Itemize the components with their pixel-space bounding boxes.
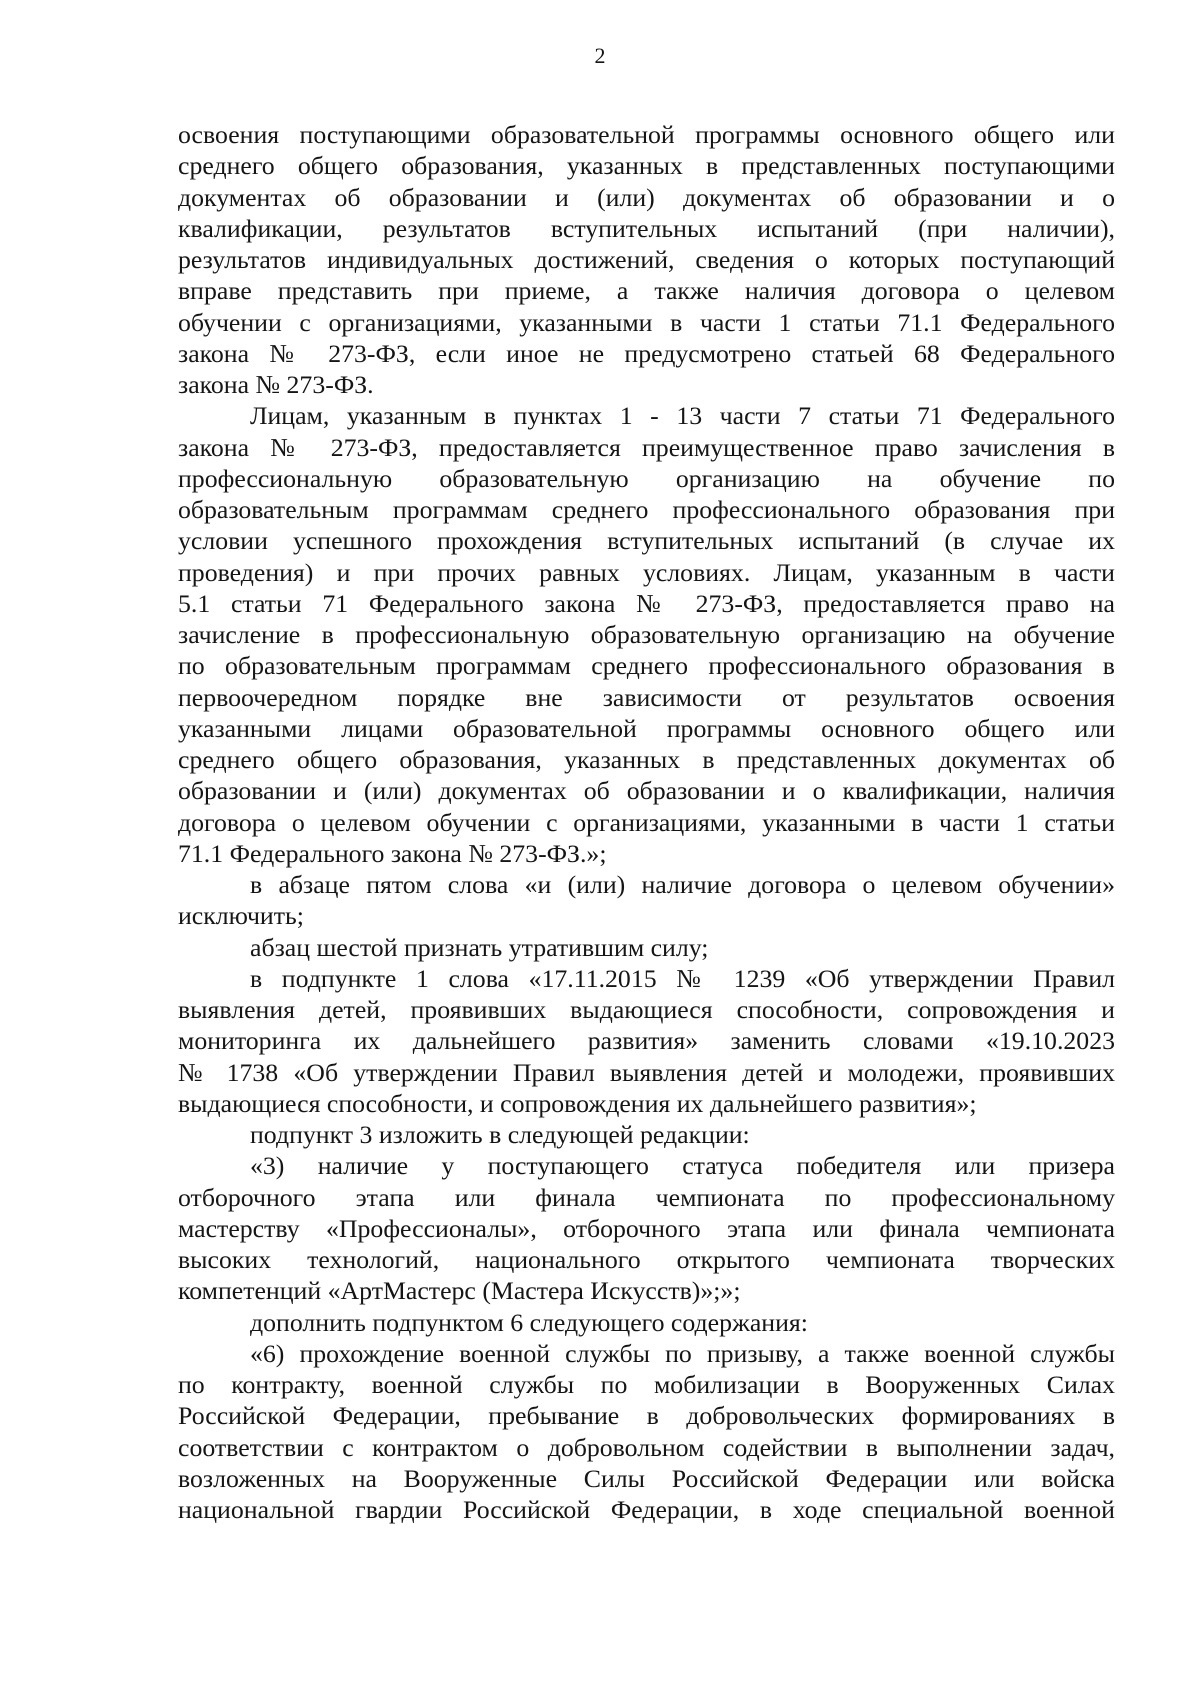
text-line: закона № 273-ФЗ, предоставляется преимущественное право зачисления в (178, 432, 1115, 462)
text-line: «3) наличие у поступающего статуса победителя или призера (250, 1151, 1115, 1181)
text-line: исключить; (178, 901, 304, 931)
page-number: 2 (594, 43, 606, 68)
text-line: выявления детей, проявивших выдающиеся способности, сопровождения и (178, 995, 1115, 1024)
text-line: вправе представить при приеме, а также наличия договора о целевом (178, 276, 1115, 306)
text-line: профессиональную образовательную организацию на обучение по (178, 463, 1115, 493)
text-line: закона № 273-ФЗ, если иное не предусмотрено статьей 68 Федерального (178, 338, 1115, 368)
text-line: зачисление в профессиональную образовательную организацию на обучение (178, 620, 1115, 649)
text-line: проведения) и при прочих равных условиях. Лицам, указанным в части (178, 557, 1115, 587)
text-line: № 1738 «Об утверждении Правил выявления детей и молодежи, проявивших (178, 1057, 1115, 1087)
text-line: по образовательным программам среднего профессионального образования в (178, 651, 1115, 681)
text-line: Лицам, указанным в пунктах 1 - 13 части 7 статьи 71 Федерального (250, 401, 1115, 431)
text-line: подпункт 3 изложить в следующей редакции: (250, 1120, 750, 1149)
text-line: образовании и (или) документах об образовании и о квалификации, наличия (178, 776, 1115, 806)
text-line: 71.1 Федерального закона № 273-ФЗ.»; (178, 838, 607, 868)
text-line: соответствии с контрактом о добровольном содействии в выполнении задач, (178, 1432, 1115, 1462)
text-line: указанными лицами образовательной программы основного общего или (178, 713, 1115, 743)
text-line: мастерству «Профессионалы», отборочного этапа или финала чемпионата (178, 1213, 1115, 1243)
text-line: отборочного этапа или финала чемпионата по профессиональному (178, 1182, 1115, 1212)
text-line: закона № 273-ФЗ. (178, 370, 374, 399)
text-line: возложенных на Вооруженные Силы Российской Федерации или войска (178, 1463, 1115, 1493)
text-line: документах об образовании и (или) документах об образовании и о (178, 182, 1115, 212)
text-line: в абзаце пятом слова «и (или) наличие договора о целевом обучении» (250, 870, 1115, 899)
text-line: в подпункте 1 слова «17.11.2015 № 1239 «Об утверждении Правил (250, 963, 1115, 993)
text-line: выдающиеся способности, и сопровождения их дальнейшего развития»; (178, 1088, 977, 1118)
text-line: среднего общего образования, указанных в представленных документах об (178, 745, 1115, 774)
text-line: Российской Федерации, пребывание в добровольческих формированиях в (178, 1401, 1115, 1431)
text-line: результатов индивидуальных достижений, сведения о которых поступающий (178, 245, 1115, 274)
text-line: мониторинга их дальнейшего развития» заменить словами «19.10.2023 (178, 1026, 1115, 1056)
text-line: по контракту, военной службы по мобилизации в Вооруженных Силах (178, 1370, 1115, 1399)
text-line: среднего общего образования, указанных в представленных поступающими (178, 151, 1115, 181)
text-line: освоения поступающими образовательной программы основного общего или (178, 120, 1115, 149)
text-line: условии успешного прохождения вступительных испытаний (в случае их (178, 526, 1115, 556)
text-line: квалификации, результатов вступительных испытаний (при наличии), (178, 213, 1115, 243)
text-line: национальной гвардии Российской Федерации, в ходе специальной военной (178, 1495, 1115, 1524)
document-body (178, 119, 1115, 1525)
text-line: договора о целевом обучении с организациями, указанными в части 1 статьи (178, 807, 1115, 837)
text-line: дополнить подпунктом 6 следующего содержания: (250, 1307, 808, 1337)
text-line: «6) прохождение военной службы по призыву, а также военной службы (250, 1338, 1115, 1368)
text-line: 5.1 статьи 71 Федерального закона № 273-ФЗ, предоставляется право на (178, 588, 1115, 618)
text-line: абзац шестой признать утратившим силу; (250, 932, 709, 962)
text-line: образовательным программам среднего профессионального образования при (178, 495, 1115, 524)
text-line: первоочередном порядке вне зависимости от результатов освоения (178, 682, 1115, 712)
text-line: высоких технологий, национального открытого чемпионата творческих (178, 1245, 1115, 1274)
text-line: обучении с организациями, указанными в части 1 статьи 71.1 Федерального (178, 307, 1115, 337)
text-line: компетенций «АртМастерс (Мастера Искусств)»;»; (178, 1276, 741, 1306)
